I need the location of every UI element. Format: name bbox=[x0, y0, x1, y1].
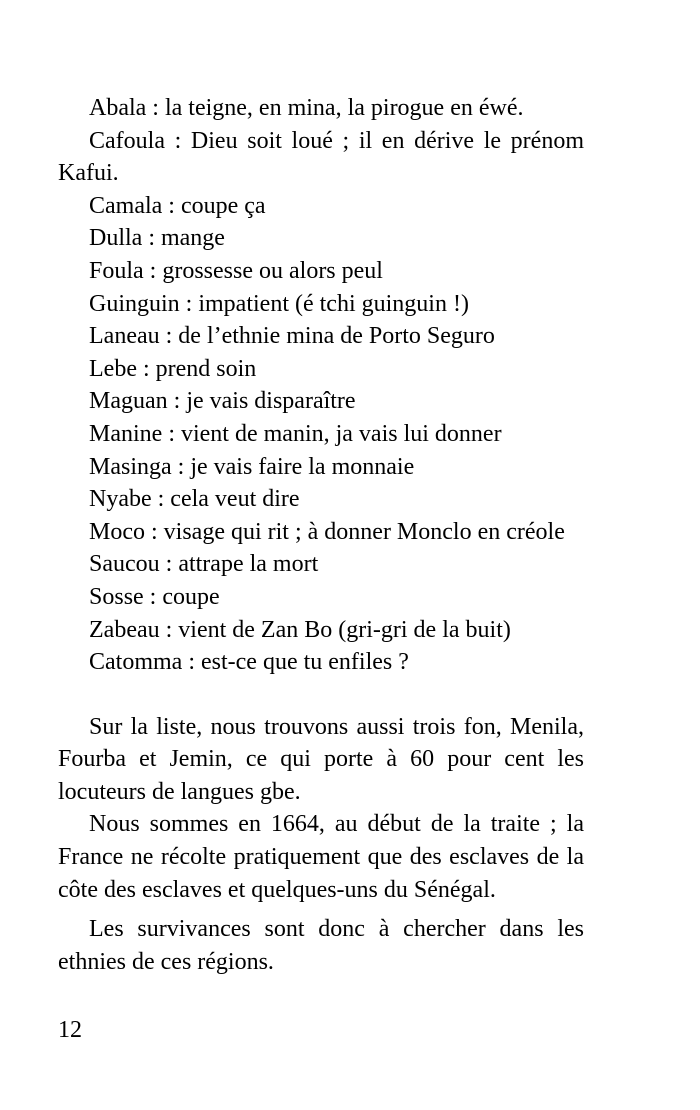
list-item: Zabeau : vient de Zan Bo (gri-gri de la buit) bbox=[89, 616, 511, 643]
list-item: Camala : coupe ça bbox=[89, 192, 266, 219]
section-spacer bbox=[58, 679, 584, 711]
list-item: Manine : vient de manin, ja vais lui donner bbox=[89, 420, 502, 447]
paragraph-liste: Sur la liste, nous trouvons aussi trois fon, Menila, Fourba et Jemin, ce qui porte à 60 pour cent les locuteurs de langues gbe. bbox=[58, 713, 584, 805]
word-list bbox=[58, 190, 584, 679]
entry-cafoula: Cafoula : Dieu soit loué ; il en dérive le prénom Kafui. bbox=[58, 127, 584, 187]
list-item: Moco : visage qui rit ; à donner Monclo en créole bbox=[89, 518, 565, 545]
list-item: Lebe : prend soin bbox=[89, 355, 257, 382]
page-body bbox=[58, 92, 584, 978]
list-item: Catomma : est-ce que tu enfiles ? bbox=[89, 649, 409, 676]
entry-abala: Abala : la teigne, en mina, la pirogue en éwé. bbox=[89, 95, 524, 121]
paragraph-traite: Nous sommes en 1664, au début de la traite ; la France ne récolte pratiquement que des esclaves de la côte des esclaves et quelques-uns du Sénégal. bbox=[58, 811, 584, 903]
list-item: Guinguin : impatient (é tchi guinguin !) bbox=[89, 290, 469, 317]
list-item: Sosse : coupe bbox=[89, 583, 220, 610]
list-item: Masinga : je vais faire la monnaie bbox=[89, 453, 415, 480]
paragraph-survivances: Les survivances sont donc à chercher dans les ethnies de ces régions. bbox=[58, 916, 584, 975]
list-item: Saucou : attrape la mort bbox=[89, 551, 319, 578]
list-item: Nyabe : cela veut dire bbox=[89, 486, 300, 513]
list-item: Laneau : de l’ethnie mina de Porto Seguro bbox=[89, 323, 495, 350]
list-item: Foula : grossesse ou alors peul bbox=[89, 257, 383, 284]
page-number: 12 bbox=[58, 1017, 82, 1043]
list-item: Maguan : je vais disparaître bbox=[89, 388, 356, 415]
list-item: Dulla : mange bbox=[89, 225, 225, 252]
paragraph-spacer bbox=[58, 906, 584, 913]
